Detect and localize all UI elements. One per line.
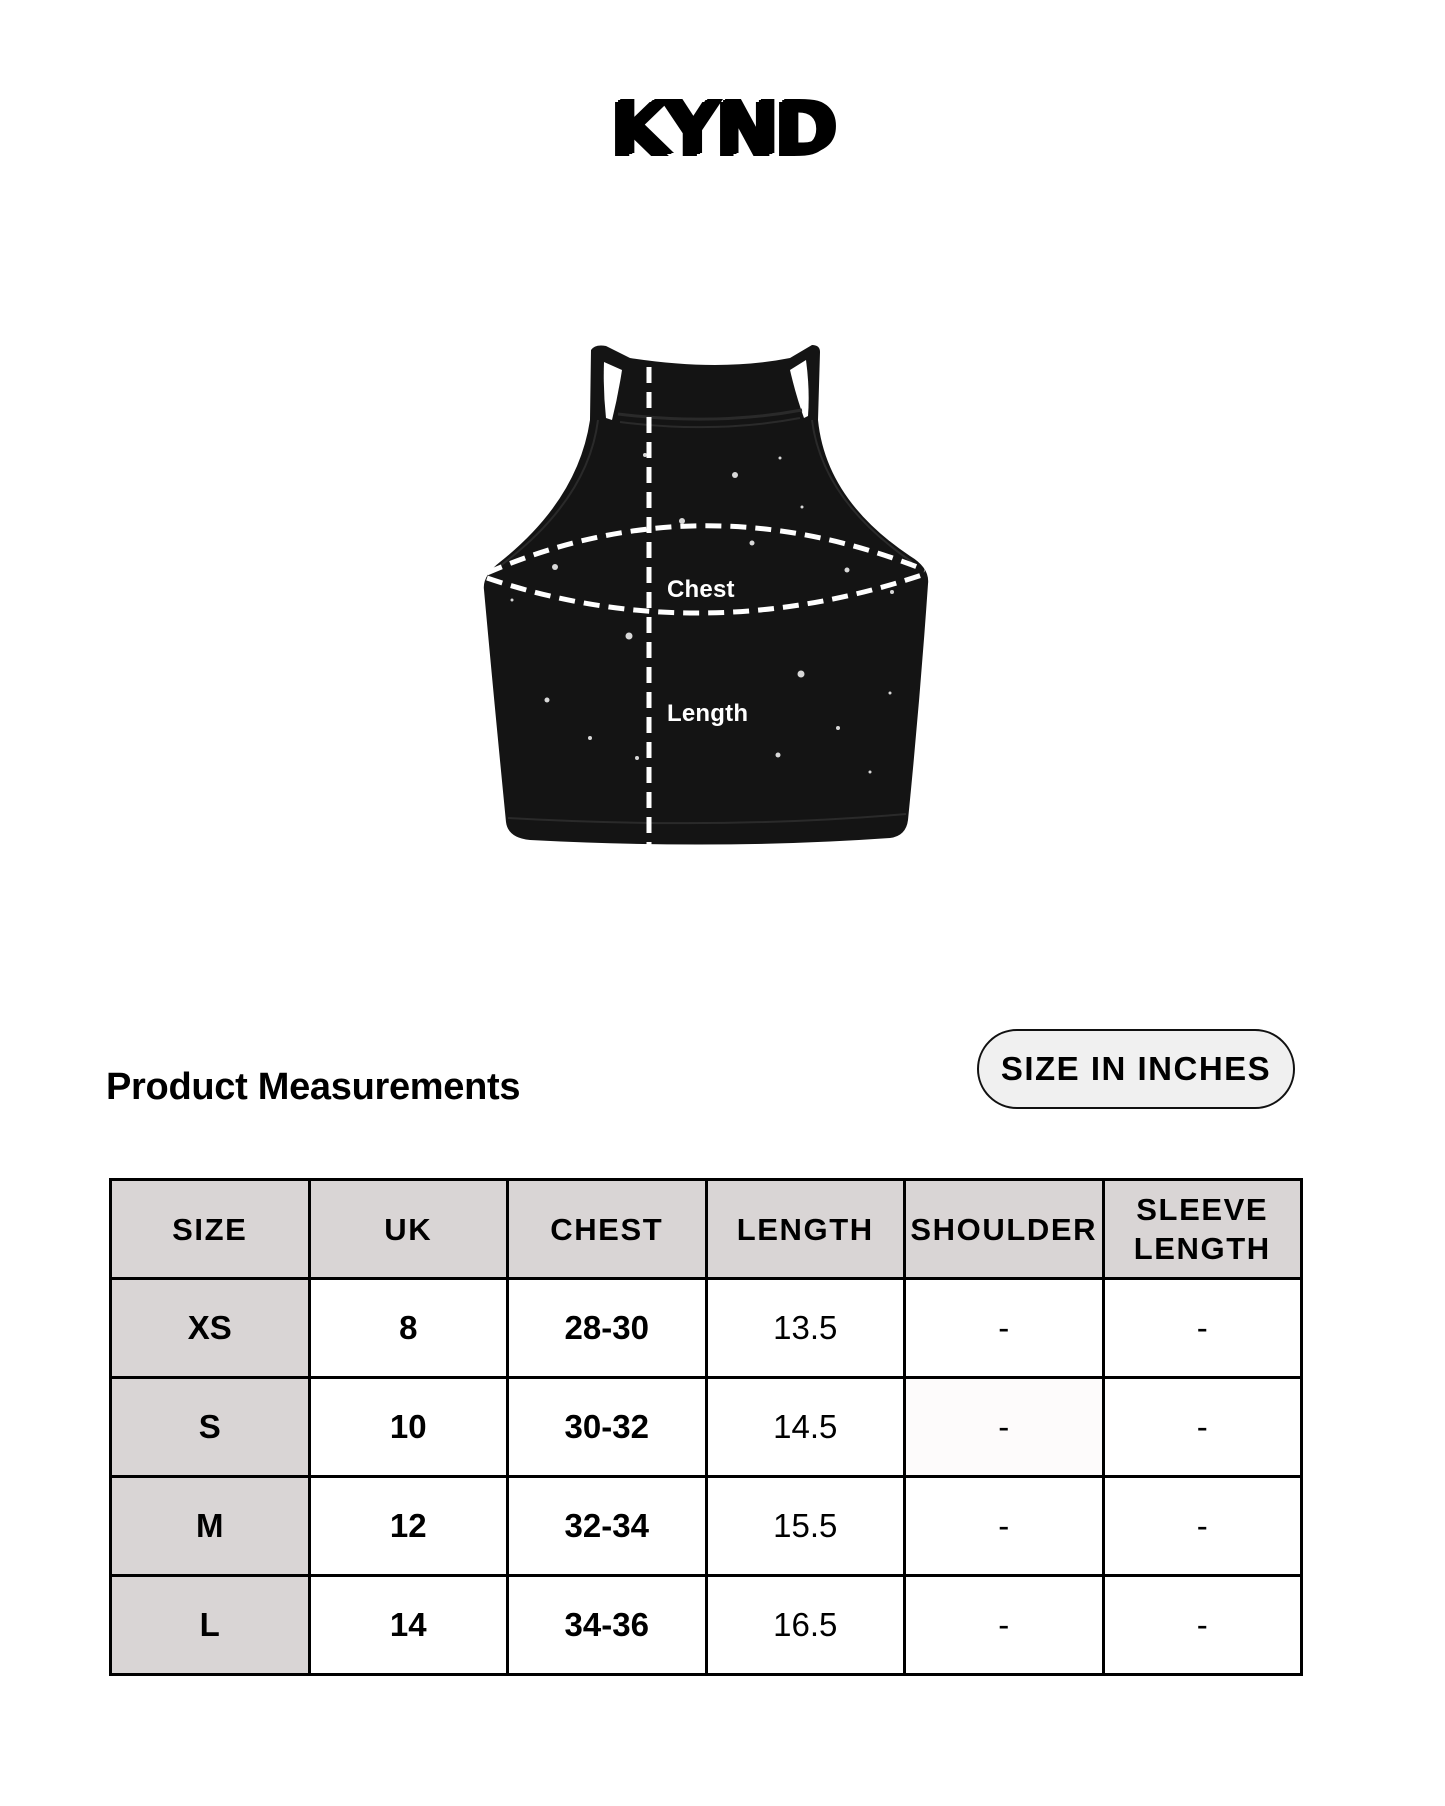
cell-length: 13.5 bbox=[706, 1279, 905, 1378]
cell-shoulder: - bbox=[905, 1477, 1104, 1576]
cell-chest: 30-32 bbox=[508, 1378, 707, 1477]
column-header-uk: UK bbox=[309, 1180, 508, 1279]
table-row bbox=[111, 1378, 1302, 1477]
column-header-sleeve-length: SLEEVE LENGTH bbox=[1103, 1180, 1302, 1279]
column-header-size: SIZE bbox=[111, 1180, 310, 1279]
cell-length: 15.5 bbox=[706, 1477, 905, 1576]
cell-chest: 32-34 bbox=[508, 1477, 707, 1576]
cell-sleeve-length: - bbox=[1103, 1477, 1302, 1576]
cell-length: 14.5 bbox=[706, 1378, 905, 1477]
size-chart-table bbox=[109, 1178, 1303, 1676]
cell-sleeve-length: - bbox=[1103, 1378, 1302, 1477]
table-row bbox=[111, 1477, 1302, 1576]
cell-sleeve-length: - bbox=[1103, 1576, 1302, 1675]
cell-shoulder: - bbox=[905, 1279, 1104, 1378]
column-header-length: LENGTH bbox=[706, 1180, 905, 1279]
table-header-row bbox=[111, 1180, 1302, 1279]
chest-label: Chest bbox=[667, 576, 735, 603]
cell-shoulder: - bbox=[905, 1576, 1104, 1675]
cell-uk: 12 bbox=[309, 1477, 508, 1576]
column-header-chest: CHEST bbox=[508, 1180, 707, 1279]
cell-shoulder: - bbox=[905, 1378, 1104, 1477]
brand-logo: KYND bbox=[611, 86, 834, 172]
cell-uk: 8 bbox=[309, 1279, 508, 1378]
cell-uk: 14 bbox=[309, 1576, 508, 1675]
cell-sleeve-length: - bbox=[1103, 1279, 1302, 1378]
cell-size: L bbox=[111, 1576, 310, 1675]
unit-badge: SIZE IN INCHES bbox=[977, 1029, 1295, 1109]
cell-length: 16.5 bbox=[706, 1576, 905, 1675]
column-header-shoulder: SHOULDER bbox=[905, 1180, 1104, 1279]
cell-chest: 28-30 bbox=[508, 1279, 707, 1378]
section-title: Product Measurements bbox=[106, 1066, 521, 1108]
length-label: Length bbox=[667, 700, 749, 727]
cell-size: S bbox=[111, 1378, 310, 1477]
garment-illustration bbox=[470, 330, 950, 860]
table-row bbox=[111, 1576, 1302, 1675]
cell-size: M bbox=[111, 1477, 310, 1576]
cell-chest: 34-36 bbox=[508, 1576, 707, 1675]
cell-uk: 10 bbox=[309, 1378, 508, 1477]
table-row bbox=[111, 1279, 1302, 1378]
cell-size: XS bbox=[111, 1279, 310, 1378]
